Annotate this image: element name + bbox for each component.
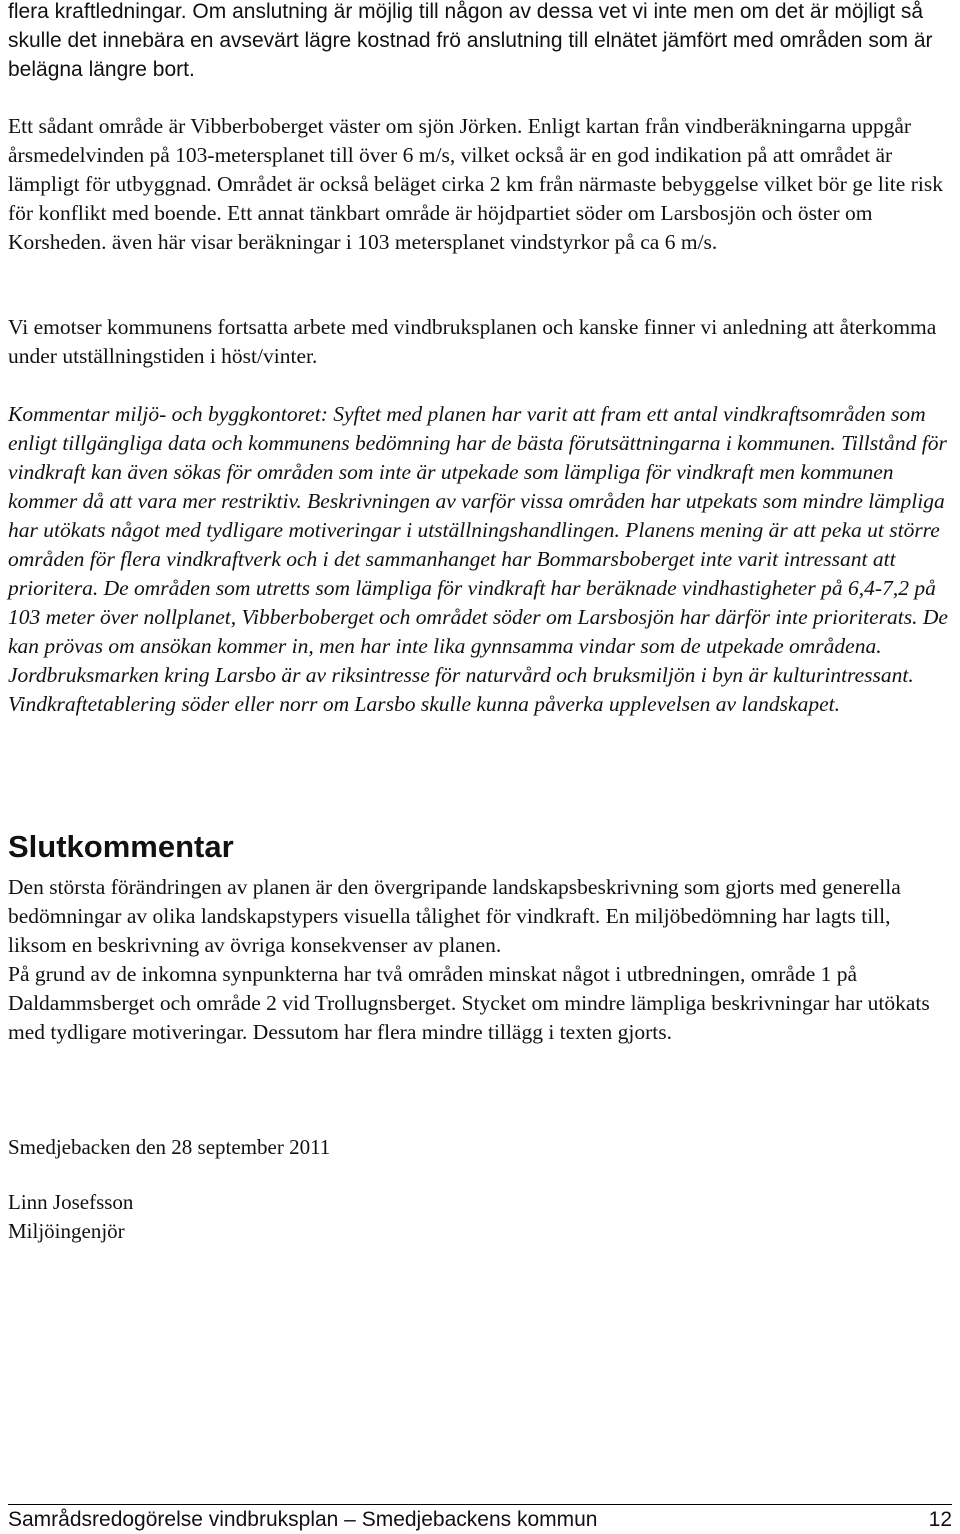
page-footer [8,1506,952,1534]
kommentar-paragraph: Kommentar miljö- och byggkontoret: Syftet med planen har varit att fram ett antal vindkraftsområden som enligt tillgängliga data och kommunens bedömning har de bästa förutsättningarna i kommunen. Tillstånd för vindkraft kan även sökas för områden som inte är utpekade som lämpliga för vindkraft men kommunen kommer då att vara mer restriktiv. Beskrivningen av varför vissa områden har utpekats som mindre lämpliga har utökats något med tydligare motiveringar i utställningshandlingen. Planens mening är att peka ut större områden för flera vindkraftverk och i det sammanhanget har Bommarsboberget inte varit intressant att prioritera. De områden som utretts som lämpliga för vindkraft har beräknade vindhastigheter på 6,4-7,2 på 103 meter över nollplanet, Vibberboberget och området söder om Larsbosjön har därför inte prioriterats. De kan prövas om ansökan kommer in, men har inte lika gynnsamma vindar som de utpekade områdena. Jordbruksmarken kring Larsbo är av riksintresse för naturvård och bruksmiljön i byn är kulturintressant. Vindkraftetablering söder eller norr om Larsbo skulle kunna påverka upplevelsen av landskapet. [8,402,948,716]
footer-title: Samrådsredogörelse vindbruksplan – Smedjebackens kommun [8,1508,598,1531]
section-heading-slutkommentar: Slutkommentar [8,829,234,864]
intro-paragraph: flera kraftledningar. Om anslutning är möjlig till någon av dessa vet vi inte men om det är möjligt så skulle det innebära en avsevärt lägre kostnad frö anslutning till elnätet jämfört med områden som är belägna längre bort. [8,0,933,81]
signer-name: Linn Josefsson [8,1190,134,1214]
slutkommentar-paragraph-2: På grund av de inkomna synpunkterna har två områden minskat något i utbredningen, område 1 på Daldammsberget och område 2 vid Trollugnsberget. Stycket om mindre lämpliga beskrivningar har utökats med tydligare motiveringar. Dessutom har flera mindre tillägg i texten gjorts. [8,962,930,1044]
footer-rule [8,1504,952,1505]
signer-title: Miljöingenjör [8,1219,125,1243]
slutkommentar-body [8,873,952,1047]
slutkommentar-paragraph-1: Den största förändringen av planen är den övergripande landskapsbeskrivning som gjorts med generella bedömningar av olika landskapstypers visuella tålighet för vindkraft. En miljöbedömning har lagts till, liksom en beskrivning av övriga konsekvenser av planen. [8,875,901,957]
date-line: Smedjebacken den 28 september 2011 [8,1135,331,1159]
footer-page-number: 12 [928,1508,952,1531]
emotser-paragraph: Vi emotser kommunens fortsatta arbete med vindbruksplanen och kanske finner vi anledning att återkomma under utställningstiden i höst/vinter. [8,315,937,368]
vibberboberget-paragraph: Ett sådant område är Vibberboberget väster om sjön Jörken. Enligt kartan från vindberäkningarna uppgår årsmedelvinden på 103-metersplanet till över 6 m/s, vilket också är en god indikation på att området är lämpligt för utbyggnad. Området är också beläget cirka 2 km från närmaste bebyggelse vilket bör ge lite risk för konflikt med boende. Ett annat tänkbart område är höjdpartiet söder om Larsbosjön och öster om Korsheden. även här visar beräkningar i 103 metersplanet vindstyrkor på ca 6 m/s. [8,114,943,254]
